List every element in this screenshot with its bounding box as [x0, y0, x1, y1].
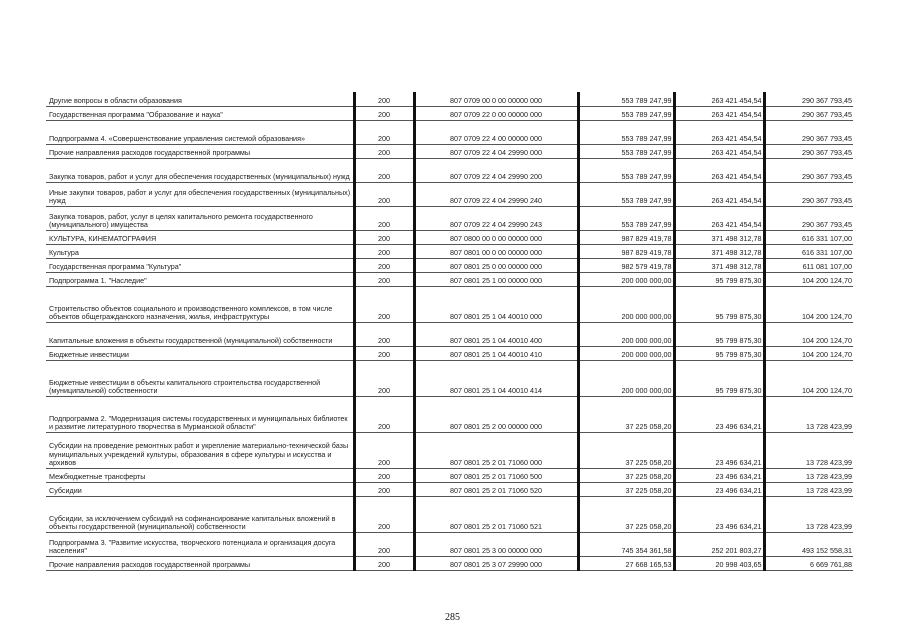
- cell-s2: 263 421 454,54: [674, 92, 764, 106]
- cell-code: 807 0801 25 3 07 29990 000: [414, 556, 578, 570]
- cell-s3: 104 200 124,70: [764, 346, 853, 360]
- cell-s1: 553 789 247,99: [578, 106, 674, 120]
- cell-name: Капитальные вложения в объекты государственной (муниципальной) собственности: [46, 322, 354, 346]
- cell-s3: 616 331 107,00: [764, 244, 853, 258]
- cell-s3: 290 367 793,45: [764, 120, 853, 144]
- cell-code: 807 0709 22 4 04 29990 240: [414, 182, 578, 206]
- cell-s2: 252 201 803,27: [674, 532, 764, 556]
- cell-name: Подпрограмма 2. "Модернизация системы государственных и муниципальных библиотек и развитие литературного творчества в Мурманской области": [46, 396, 354, 432]
- table-row: [46, 346, 853, 360]
- cell-s3: 290 367 793,45: [764, 182, 853, 206]
- cell-name: Бюджетные инвестиции: [46, 346, 354, 360]
- cell-kod: 200: [354, 92, 414, 106]
- cell-s3: 290 367 793,45: [764, 158, 853, 182]
- cell-kod: 200: [354, 106, 414, 120]
- cell-s2: 263 421 454,54: [674, 106, 764, 120]
- budget-table: [46, 92, 853, 571]
- cell-code: 807 0801 25 2 01 71060 000: [414, 432, 578, 468]
- table-row: [46, 532, 853, 556]
- cell-s3: 6 669 761,88: [764, 556, 853, 570]
- cell-s1: 37 225 058,20: [578, 482, 674, 496]
- cell-kod: 200: [354, 496, 414, 532]
- cell-s1: 200 000 000,00: [578, 322, 674, 346]
- cell-s3: 13 728 423,99: [764, 482, 853, 496]
- cell-kod: 200: [354, 468, 414, 482]
- cell-name: Подпрограмма 4. «Совершенствование управления системой образования»: [46, 120, 354, 144]
- cell-kod: 200: [354, 206, 414, 230]
- cell-code: 807 0801 25 2 01 71060 520: [414, 482, 578, 496]
- cell-s3: 104 200 124,70: [764, 286, 853, 322]
- cell-s2: 23 496 634,21: [674, 496, 764, 532]
- cell-s2: 95 799 875,30: [674, 360, 764, 396]
- cell-name: Иные закупки товаров, работ и услуг для обеспечения государственных (муниципальных) нужд: [46, 182, 354, 206]
- table-row: [46, 322, 853, 346]
- cell-kod: 200: [354, 144, 414, 158]
- cell-s1: 200 000 000,00: [578, 272, 674, 286]
- cell-s1: 553 789 247,99: [578, 206, 674, 230]
- cell-s3: 611 081 107,00: [764, 258, 853, 272]
- table-row: [46, 496, 853, 532]
- cell-code: 807 0801 25 1 04 40010 410: [414, 346, 578, 360]
- table-row: [46, 258, 853, 272]
- cell-s2: 263 421 454,54: [674, 206, 764, 230]
- cell-s3: 13 728 423,99: [764, 496, 853, 532]
- cell-code: 807 0709 22 4 04 29990 243: [414, 206, 578, 230]
- cell-name: Бюджетные инвестиции в объекты капитального строительства государственной (муниципальной) собственности: [46, 360, 354, 396]
- cell-s2: 95 799 875,30: [674, 286, 764, 322]
- cell-name: Культура: [46, 244, 354, 258]
- cell-s3: 13 728 423,99: [764, 396, 853, 432]
- cell-s3: 616 331 107,00: [764, 230, 853, 244]
- cell-s3: 104 200 124,70: [764, 272, 853, 286]
- table-row: [46, 230, 853, 244]
- cell-kod: 200: [354, 286, 414, 322]
- table-row: [46, 286, 853, 322]
- cell-name: Подпрограмма 3. "Развитие искусства, творческого потенциала и организация досуга населения": [46, 532, 354, 556]
- cell-code: 807 0801 25 1 04 40010 000: [414, 286, 578, 322]
- cell-code: 807 0801 25 1 04 40010 400: [414, 322, 578, 346]
- cell-name: Прочие направления расходов государственной программы: [46, 556, 354, 570]
- cell-s3: 290 367 793,45: [764, 106, 853, 120]
- cell-s3: 13 728 423,99: [764, 468, 853, 482]
- cell-name: Прочие направления расходов государственной программы: [46, 144, 354, 158]
- cell-kod: 200: [354, 432, 414, 468]
- cell-name: Субсидии на проведение ремонтных работ и укрепление материально-технической базы муниципальных учреждений культуры, образования в сфере культуры и искусства и архивов: [46, 432, 354, 468]
- cell-s1: 37 225 058,20: [578, 432, 674, 468]
- table-row: [46, 206, 853, 230]
- cell-kod: 200: [354, 272, 414, 286]
- cell-kod: 200: [354, 230, 414, 244]
- cell-code: 807 0801 25 1 00 00000 000: [414, 272, 578, 286]
- table-row: [46, 272, 853, 286]
- cell-name: Государственная программа "Культура": [46, 258, 354, 272]
- cell-code: 807 0801 25 2 00 00000 000: [414, 396, 578, 432]
- cell-kod: 200: [354, 158, 414, 182]
- cell-s1: 200 000 000,00: [578, 360, 674, 396]
- cell-s3: 290 367 793,45: [764, 92, 853, 106]
- cell-name: Подпрограмма 1. "Наследие": [46, 272, 354, 286]
- cell-name: Закупка товаров, работ и услуг для обеспечения государственных (муниципальных) нужд: [46, 158, 354, 182]
- table-row: [46, 182, 853, 206]
- cell-code: 807 0801 25 2 01 71060 521: [414, 496, 578, 532]
- cell-s3: 290 367 793,45: [764, 144, 853, 158]
- table-row: [46, 482, 853, 496]
- cell-s1: 27 668 165,53: [578, 556, 674, 570]
- cell-name: Государственная программа "Образование и наука": [46, 106, 354, 120]
- cell-name: КУЛЬТУРА, КИНЕМАТОГРАФИЯ: [46, 230, 354, 244]
- budget-table-body: [46, 92, 853, 570]
- table-row: [46, 244, 853, 258]
- cell-kod: 200: [354, 322, 414, 346]
- cell-s2: 95 799 875,30: [674, 272, 764, 286]
- cell-kod: 200: [354, 182, 414, 206]
- cell-kod: 200: [354, 532, 414, 556]
- table-row: [46, 144, 853, 158]
- cell-s1: 982 579 419,78: [578, 258, 674, 272]
- cell-s3: 493 152 558,31: [764, 532, 853, 556]
- cell-s1: 553 789 247,99: [578, 92, 674, 106]
- cell-s1: 200 000 000,00: [578, 346, 674, 360]
- cell-s1: 745 354 361,58: [578, 532, 674, 556]
- cell-s2: 371 498 312,78: [674, 244, 764, 258]
- table-row: [46, 360, 853, 396]
- cell-kod: 200: [354, 244, 414, 258]
- cell-s1: 553 789 247,99: [578, 144, 674, 158]
- cell-name: Субсидии: [46, 482, 354, 496]
- cell-s1: 987 829 419,78: [578, 244, 674, 258]
- table-row: [46, 158, 853, 182]
- page-number: 285: [445, 612, 460, 623]
- cell-s1: 37 225 058,20: [578, 468, 674, 482]
- cell-s1: 37 225 058,20: [578, 396, 674, 432]
- table-row: [46, 106, 853, 120]
- cell-name: Закупка товаров, работ, услуг в целях капитального ремонта государственного (муниципального) имущества: [46, 206, 354, 230]
- cell-s1: 553 789 247,99: [578, 120, 674, 144]
- cell-code: 807 0709 22 0 00 00000 000: [414, 106, 578, 120]
- cell-code: 807 0801 25 1 04 40010 414: [414, 360, 578, 396]
- table-row: [46, 120, 853, 144]
- cell-code: 807 0709 22 4 00 00000 000: [414, 120, 578, 144]
- cell-code: 807 0801 25 0 00 00000 000: [414, 258, 578, 272]
- cell-code: 807 0709 22 4 04 29990 200: [414, 158, 578, 182]
- cell-s2: 20 998 403,65: [674, 556, 764, 570]
- table-row: [46, 92, 853, 106]
- cell-s2: 371 498 312,78: [674, 230, 764, 244]
- cell-s2: 23 496 634,21: [674, 468, 764, 482]
- cell-kod: 200: [354, 482, 414, 496]
- cell-name: Другие вопросы в области образования: [46, 92, 354, 106]
- cell-s2: 263 421 454,54: [674, 120, 764, 144]
- cell-kod: 200: [354, 258, 414, 272]
- cell-s2: 23 496 634,21: [674, 432, 764, 468]
- cell-s1: 987 829 419,78: [578, 230, 674, 244]
- cell-s1: 200 000 000,00: [578, 286, 674, 322]
- cell-name: Строительство объектов социального и производственного комплексов, в том числе объектов общегражданского назначения, жилья, инфраструктуры: [46, 286, 354, 322]
- cell-kod: 200: [354, 360, 414, 396]
- cell-code: 807 0801 25 3 00 00000 000: [414, 532, 578, 556]
- cell-s1: 553 789 247,99: [578, 158, 674, 182]
- cell-s3: 104 200 124,70: [764, 322, 853, 346]
- table-row: [46, 432, 853, 468]
- cell-kod: 200: [354, 396, 414, 432]
- cell-s1: 553 789 247,99: [578, 182, 674, 206]
- cell-s2: 23 496 634,21: [674, 482, 764, 496]
- cell-s2: 371 498 312,78: [674, 258, 764, 272]
- cell-s2: 95 799 875,30: [674, 346, 764, 360]
- cell-code: 807 0801 00 0 00 00000 000: [414, 244, 578, 258]
- cell-s2: 263 421 454,54: [674, 182, 764, 206]
- cell-name: Межбюджетные трансферты: [46, 468, 354, 482]
- table-row: [46, 396, 853, 432]
- cell-s3: 13 728 423,99: [764, 432, 853, 468]
- cell-s2: 23 496 634,21: [674, 396, 764, 432]
- cell-kod: 200: [354, 556, 414, 570]
- cell-name: Субсидии, за исключением субсидий на софинансирование капитальных вложений в объекты государственной (муниципальной) собственности: [46, 496, 354, 532]
- cell-s3: 290 367 793,45: [764, 206, 853, 230]
- cell-s2: 95 799 875,30: [674, 322, 764, 346]
- table-row: [46, 556, 853, 570]
- cell-s2: 263 421 454,54: [674, 144, 764, 158]
- cell-code: 807 0801 25 2 01 71060 500: [414, 468, 578, 482]
- cell-s2: 263 421 454,54: [674, 158, 764, 182]
- cell-code: 807 0800 00 0 00 00000 000: [414, 230, 578, 244]
- table-row: [46, 468, 853, 482]
- cell-code: 807 0709 22 4 04 29990 000: [414, 144, 578, 158]
- cell-kod: 200: [354, 346, 414, 360]
- cell-kod: 200: [354, 120, 414, 144]
- cell-s1: 37 225 058,20: [578, 496, 674, 532]
- cell-s3: 104 200 124,70: [764, 360, 853, 396]
- cell-code: 807 0709 00 0 00 00000 000: [414, 92, 578, 106]
